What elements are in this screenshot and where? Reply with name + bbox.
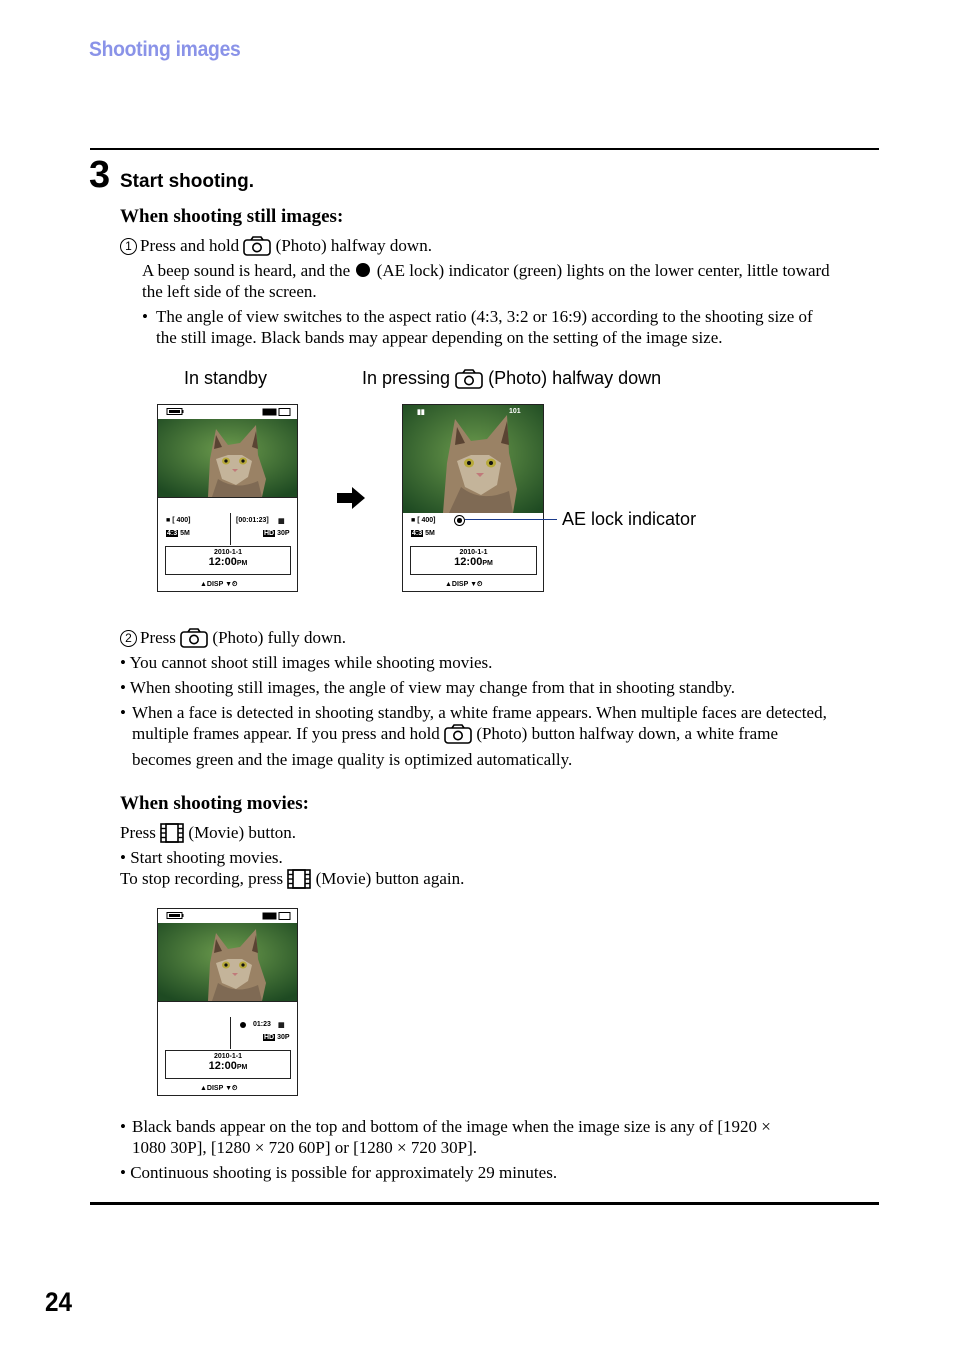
camera-icon <box>455 369 483 394</box>
lcd-movie-rate: HD 30P <box>264 1034 290 1041</box>
step-title: Start shooting. <box>120 171 255 192</box>
lcd-movie-rec-time: 01:23 <box>253 1021 271 1028</box>
section-title: Shooting images <box>89 38 241 61</box>
step-number: 3 <box>89 154 111 196</box>
lcd-pressing <box>402 404 544 592</box>
caption-standby: In standby <box>184 368 268 388</box>
ae-lock-dot-icon <box>356 263 370 277</box>
aspect-mini-icon: 4:3 <box>412 530 423 537</box>
film-mini-icon: ▦ <box>278 1022 285 1029</box>
battery-icon: ▮▮ <box>417 409 425 416</box>
lcd-pressing-folder: 101 <box>509 408 521 415</box>
cat-photo-cropped <box>403 405 543 513</box>
bullet-aspect-text: The angle of view switches to the aspect ratio (4:3, 3:2 or 16:9) according to the shooting size of the still image. Black bands may appear depending on the setting of the image size. <box>156 307 813 347</box>
rec-dot-icon <box>240 1022 246 1028</box>
bottom-divider <box>90 1202 879 1205</box>
camera-icon <box>180 628 208 653</box>
battery-icon <box>166 912 184 921</box>
page-number: 24 <box>45 1287 73 1317</box>
bullet-face-text: When a face is detected in shooting standby, a white frame appears. When multiple faces are detected, multiple frames appear. If you press and hold (Photo) button halfway down, a white frame becomes green and the image quality is optimized automatically. <box>132 703 827 769</box>
bullet-bands-text: Black bands appear on the top and bottom of the image when the image size is any of [1920 × 1080 30P], [1280 × 720 60P] or [1280 × 720 30P]. <box>132 1117 771 1157</box>
folder-icon <box>262 912 292 922</box>
camera-mini-icon: ■ <box>411 517 416 524</box>
movie-stop: To stop recording, press (Movie) button again. <box>120 868 464 894</box>
movie-bullet-start: • Start shooting movies. <box>120 848 283 867</box>
lcd-standby <box>157 404 298 592</box>
bullet-angle: • When shooting still images, the angle of view may change from that in shooting standby. <box>120 678 736 697</box>
right-arrow-icon <box>336 487 366 514</box>
quality-mini-icon: HD <box>264 1034 275 1041</box>
cat-photo <box>158 923 297 1001</box>
aspect-mini-icon: 4:3 <box>167 530 178 537</box>
ae-lock-indicator-icon <box>454 515 465 526</box>
folder-icon <box>262 408 292 418</box>
ae-callout-line <box>465 519 557 520</box>
substep-2: 2 Press (Photo) fully down. <box>120 627 346 653</box>
movie-heading: When shooting movies: <box>120 793 309 814</box>
beep-text: A beep sound is heard, and the (AE lock) indicator (green) lights on the lower center, little toward the left side of the screen. <box>142 261 830 301</box>
still-heading: When shooting still images: <box>120 206 344 227</box>
cat-photo <box>158 419 297 497</box>
lcd-standby-disp: ▲DISP ▼⏲ <box>200 581 238 588</box>
substep-1: 1 Press and hold (Photo) halfway down. <box>120 235 432 261</box>
bullet-bands: • <box>120 1117 126 1136</box>
lcd-pressing-disp: ▲DISP ▼⏲ <box>445 581 483 588</box>
lcd-pressing-count: ■ [ 400] <box>411 517 436 524</box>
top-divider <box>90 148 879 150</box>
ae-lock-label: AE lock indicator <box>562 509 697 529</box>
camera-icon <box>243 236 271 261</box>
quality-mini-icon: HD <box>264 530 275 537</box>
lcd-standby-size: 4:3 5M <box>167 530 190 537</box>
bullet-aspect: • <box>142 307 148 326</box>
substep-1-number: 1 <box>120 238 137 255</box>
bullet-continuous: • Continuous shooting is possible for approximately 29 minutes. <box>120 1163 558 1182</box>
substep-2-number: 2 <box>120 630 137 647</box>
camera-icon <box>444 724 472 749</box>
camera-mini-icon: ■ <box>166 517 171 524</box>
lcd-standby-count: ■ [ 400] <box>166 517 191 524</box>
lcd-pressing-timebox: 2010-1-1 12:00PM <box>410 546 537 575</box>
lcd-movie <box>157 908 298 1096</box>
movie-press: Press (Movie) button. <box>120 822 296 848</box>
lcd-movie-disp: ▲DISP ▼⏲ <box>200 1085 238 1092</box>
battery-icon <box>166 408 184 417</box>
lcd-movie-timebox: 2010-1-1 12:00PM <box>165 1050 291 1079</box>
bullet-no-still: • You cannot shoot still images while shooting movies. <box>120 653 493 672</box>
bullet-face: • <box>120 703 126 722</box>
film-icon <box>160 823 184 848</box>
caption-pressing: In pressing (Photo) halfway down <box>362 368 661 394</box>
film-mini-icon: ▦ <box>278 518 285 525</box>
film-icon <box>287 869 311 894</box>
lcd-standby-rate: HD 30P <box>264 530 290 537</box>
lcd-pressing-size: 4:3 5M <box>412 530 435 537</box>
lcd-standby-timebox: 2010-1-1 12:00PM <box>165 546 291 575</box>
lcd-standby-rec-time: [00:01:23] <box>236 517 269 524</box>
